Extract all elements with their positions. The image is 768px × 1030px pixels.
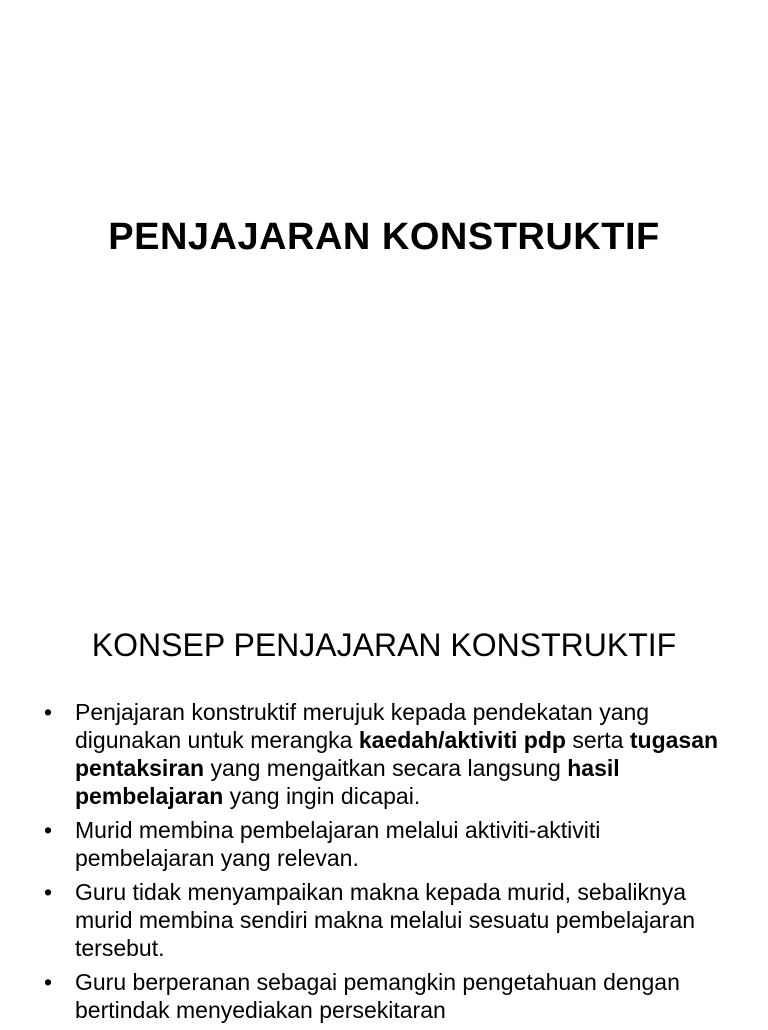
bullet-item-1	[44, 698, 734, 810]
bullet-1-bold-tugasan: tugasan pentaksiran	[75, 727, 719, 781]
bullet-1-part-7: yang ingin dicapai.	[223, 783, 421, 809]
bullet-1-part-5: yang mengaitkan secara langsung	[204, 755, 568, 781]
bullet-text-2: Murid membina pembelajaran melalui aktiviti-aktiviti pembelajaran yang relevan.	[75, 817, 601, 871]
bullet-text-4: Guru berperanan sebagai pemangkin pengetahuan dengan bertindak menyediakan persekitaran	[75, 969, 680, 1023]
bullet-item-2	[44, 816, 734, 872]
bullet-icon: •	[44, 817, 53, 843]
bullet-icon: •	[44, 969, 53, 995]
bullet-item-4	[44, 968, 734, 1024]
bullet-icon: •	[44, 879, 53, 905]
bullet-text-3: Guru tidak menyampaikan makna kepada murid, sebaliknya murid membina sendiri makna melalui sesuatu pembelajaran tersebut.	[75, 879, 696, 961]
slide-concept	[0, 560, 768, 1024]
bullet-list	[44, 698, 734, 1030]
bullet-icon: •	[44, 699, 53, 725]
bullet-1-bold-hasil: hasil pembelajaran	[75, 755, 620, 809]
bullet-1-bold-kaedah: kaedah/aktiviti pdp	[358, 727, 566, 753]
bullet-1-part-3: serta	[565, 727, 630, 753]
slide-title-heading: PENJAJARAN KONSTRUKTIF	[108, 216, 660, 258]
slide-concept-heading: KONSEP PENJAJARAN KONSTRUKTIF	[91, 627, 677, 663]
bullet-item-3	[44, 878, 734, 962]
bullet-1-part-1: Penjajaran konstruktif merujuk kepada pendekatan yang digunakan untuk merangka	[75, 699, 650, 753]
bullet-text-1	[75, 699, 718, 809]
